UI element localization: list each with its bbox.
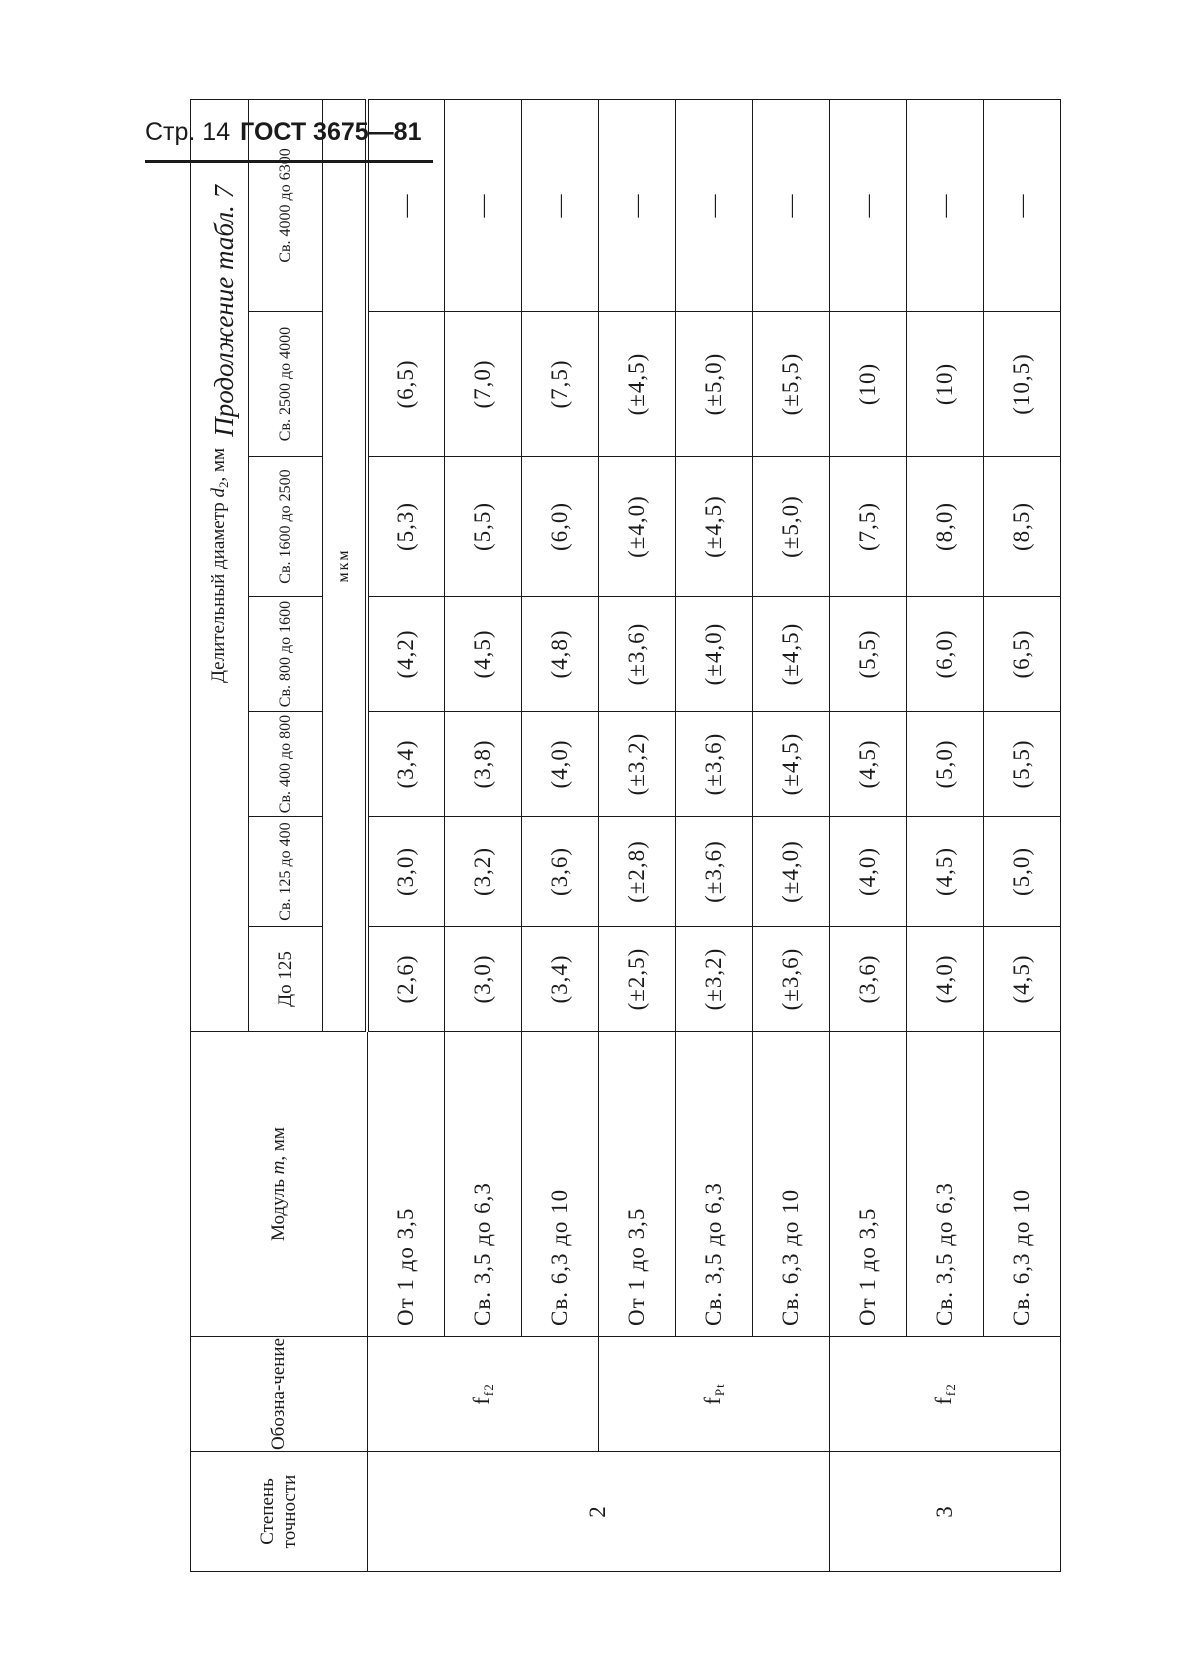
header-diameter [191, 99, 249, 1031]
header-diameter-unit: , мм [207, 447, 229, 482]
value-cell: — [367, 99, 444, 311]
value-cell: (3,4) [367, 712, 444, 817]
value-cell: (±3,6) [752, 927, 829, 1032]
value-cell: (±3,6) [675, 712, 752, 817]
header-symbol: Обозна-чение [191, 1337, 368, 1452]
value-cell: — [752, 99, 829, 311]
symbol-sub: Pt [711, 1383, 727, 1397]
table-caption: Продолжение табл. 7 [209, 185, 239, 437]
value-cell: (5,5) [983, 712, 1060, 817]
value-cell: (4,0) [829, 817, 906, 927]
table-row [367, 99, 444, 1571]
value-cell: (±4,0) [752, 817, 829, 927]
value-cell: (±4,5) [598, 312, 675, 457]
value-cell: (8,0) [906, 457, 983, 597]
value-cell: — [983, 99, 1060, 311]
value-cell: (4,5) [829, 712, 906, 817]
value-cell: (3,0) [367, 817, 444, 927]
value-cell: (4,5) [906, 817, 983, 927]
value-cell: (±3,6) [675, 817, 752, 927]
value-cell: (7,5) [829, 457, 906, 597]
value-cell: (±5,5) [752, 312, 829, 457]
value-cell: — [444, 99, 521, 311]
page-number: Стр. 14 [145, 118, 231, 146]
value-cell: (±4,0) [675, 597, 752, 712]
value-cell: (±4,0) [598, 457, 675, 597]
value-cell: (±5,0) [675, 312, 752, 457]
symbol-sub: f2 [480, 1383, 496, 1397]
module-cell: Св. 3,5 до 6,3 [906, 1032, 983, 1337]
value-cell: (3,2) [444, 817, 521, 927]
value-cell: — [521, 99, 598, 311]
value-cell: (6,5) [983, 597, 1060, 712]
value-cell: (±5,0) [752, 457, 829, 597]
header-module-unit: , мм [267, 1127, 289, 1161]
unit-label: мкм [323, 99, 368, 1031]
table-row [829, 99, 906, 1571]
value-cell: (5,5) [444, 457, 521, 597]
value-cell: (5,0) [906, 712, 983, 817]
value-cell: (4,5) [444, 597, 521, 712]
value-cell: (7,5) [521, 312, 598, 457]
value-cell: (5,3) [367, 457, 444, 597]
header-grade: Степень точности [191, 1452, 368, 1572]
diameter-range: Св. 2500 до 4000 [249, 312, 323, 457]
value-cell: (4,5) [983, 927, 1060, 1032]
header-diameter-sub: 2 [215, 481, 231, 488]
header-diameter-prefix: Делительный диаметр [207, 497, 229, 684]
symbol-cell [598, 1337, 829, 1452]
value-cell: (3,6) [521, 817, 598, 927]
module-cell: Св. 3,5 до 6,3 [675, 1032, 752, 1337]
value-cell: (10) [829, 312, 906, 457]
value-cell: (±2,5) [598, 927, 675, 1032]
value-cell: (8,5) [983, 457, 1060, 597]
diameter-range: Св. 4000 до 6300 [249, 99, 323, 311]
value-cell: (7,0) [444, 312, 521, 457]
symbol-sub: f2 [942, 1383, 958, 1397]
symbol-base: f [930, 1396, 956, 1405]
diameter-range: Св. 800 до 1600 [249, 597, 323, 712]
module-cell: Св. 6,3 до 10 [752, 1032, 829, 1337]
symbol-base: f [468, 1396, 494, 1405]
header-module-prefix: Модуль [267, 1174, 289, 1241]
header-diameter-var: d [207, 487, 229, 498]
grade-cell: 3 [829, 1452, 1060, 1572]
value-cell: (4,2) [367, 597, 444, 712]
value-cell: (6,0) [521, 457, 598, 597]
value-cell: (4,0) [521, 712, 598, 817]
value-cell: (±4,5) [752, 597, 829, 712]
value-cell: (3,6) [829, 927, 906, 1032]
module-cell: Св. 3,5 до 6,3 [444, 1032, 521, 1337]
value-cell: (±4,5) [752, 712, 829, 817]
rotated-table-container [190, 99, 1061, 1572]
value-cell: (6,5) [367, 312, 444, 457]
grade-cell: 2 [367, 1452, 829, 1572]
module-cell: Св. 6,3 до 10 [983, 1032, 1060, 1337]
symbol-cell [829, 1337, 1060, 1452]
diameter-range: Св. 1600 до 2500 [249, 457, 323, 597]
diameter-range: Св. 125 до 400 [249, 817, 323, 927]
header-module [191, 1032, 368, 1337]
value-cell: (2,6) [367, 927, 444, 1032]
value-cell: (±3,2) [598, 712, 675, 817]
value-cell: (±2,8) [598, 817, 675, 927]
symbol-cell [367, 1337, 598, 1452]
module-cell: От 1 до 3,5 [598, 1032, 675, 1337]
value-cell: (5,0) [983, 817, 1060, 927]
value-cell: (4,8) [521, 597, 598, 712]
value-cell: — [675, 99, 752, 311]
diameter-range: Св. 400 до 800 [249, 712, 323, 817]
value-cell: (3,0) [444, 927, 521, 1032]
tolerance-table [190, 99, 1061, 1572]
value-cell: (10,5) [983, 312, 1060, 457]
module-cell: От 1 до 3,5 [367, 1032, 444, 1337]
module-cell: От 1 до 3,5 [829, 1032, 906, 1337]
value-cell: (5,5) [829, 597, 906, 712]
diameter-range: До 125 [249, 927, 323, 1032]
value-cell: (±4,5) [675, 457, 752, 597]
module-cell: Св. 6,3 до 10 [521, 1032, 598, 1337]
value-cell: (±3,6) [598, 597, 675, 712]
standard-number: ГОСТ 3675—81 [240, 118, 422, 146]
value-cell: (3,4) [521, 927, 598, 1032]
value-cell: (±3,2) [675, 927, 752, 1032]
symbol-base: f [699, 1396, 725, 1405]
header-module-var: m [267, 1160, 289, 1175]
value-cell: — [906, 99, 983, 311]
value-cell: — [829, 99, 906, 311]
value-cell: (6,0) [906, 597, 983, 712]
value-cell: (4,0) [906, 927, 983, 1032]
table-row [598, 99, 675, 1571]
value-cell: (10) [906, 312, 983, 457]
value-cell: (3,8) [444, 712, 521, 817]
value-cell: — [598, 99, 675, 311]
